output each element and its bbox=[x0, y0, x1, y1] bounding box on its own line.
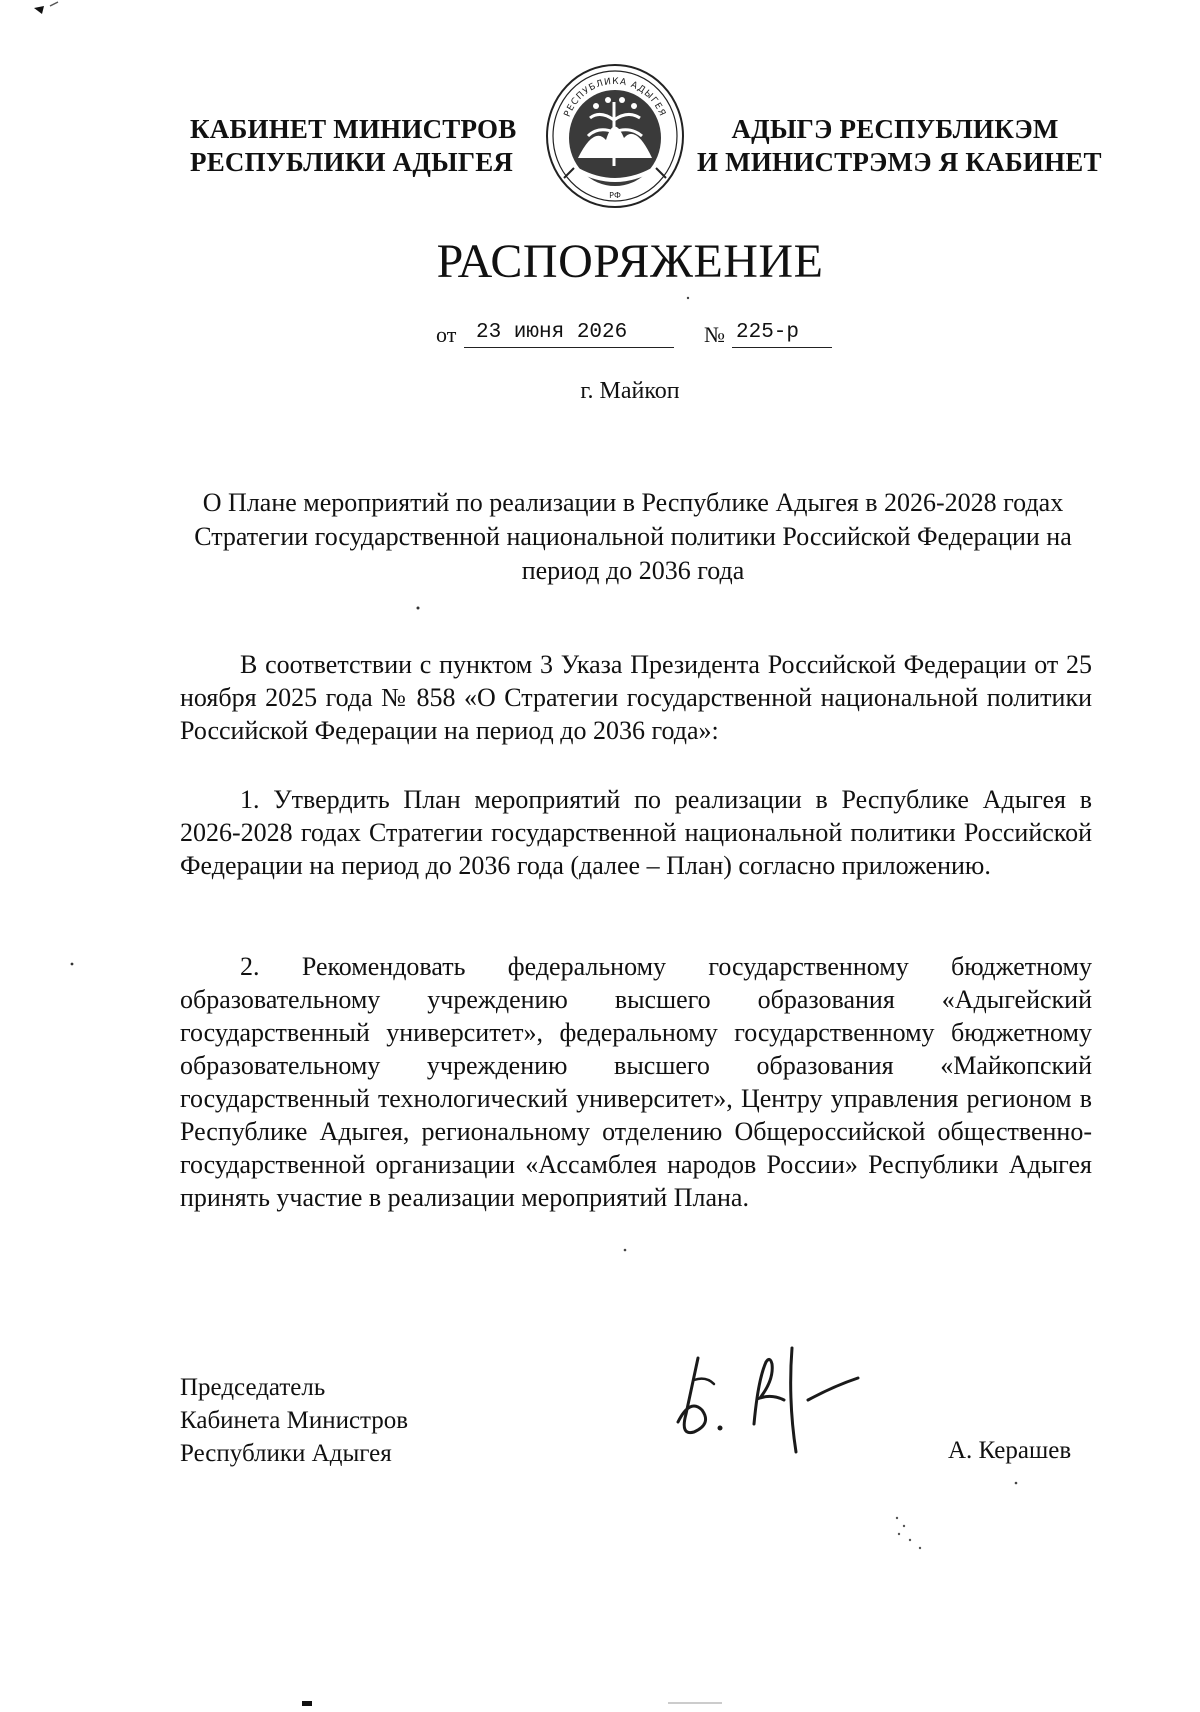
body-intro-paragraph: В соответствии с пунктом 3 Указа Президента Российской Федерации от 25 ноября 2025 года № 858 «О Стратегии государственной национальной политики Российской Федерации на период до 2036 года»: bbox=[180, 650, 1092, 745]
body-item-2: 2. Рекомендовать федеральному государственному бюджетному образовательному учреждению высшего образования «Адыгейский государственный университет», федеральному государственному бюджетному образовательному учреждению высшего образования «Майкопский государственный технологический университет», Центру управления регионом в Республике Адыгея, региональному отделению Общероссийской общественно-государственной организации «Ассамблея народов России» Республики Адыгея принять участие в реализации мероприятий Плана. bbox=[180, 952, 1092, 1212]
document-subject: О Плане мероприятий по реализации в Республике Адыгея в 2026-2028 годах Стратегии государственной национальной политики Российской Федерации на период до 2036 года bbox=[194, 488, 1072, 585]
signatory-title-line-2: Кабинета Министров bbox=[180, 1407, 409, 1434]
issuer-adyghe-line-1: АДЫГЭ РЕСПУБЛИКЭМ bbox=[731, 114, 1059, 144]
signatory-title-line-3: Республики Адыгея bbox=[180, 1440, 392, 1467]
emblem-motto-top: РЕСПУБЛИКА АДЫГЕЯ bbox=[562, 76, 668, 119]
document-type-heading: РАСПОРЯЖЕНИЕ bbox=[436, 235, 824, 288]
issuer-adyghe-line-2: И МИНИСТРЭМЭ Я КАБИНЕТ bbox=[697, 147, 1102, 177]
issuer-name-russian bbox=[190, 113, 517, 179]
number-prefix: № bbox=[704, 322, 725, 347]
issuer-name-adyghe bbox=[697, 113, 1102, 179]
body-item-1: 1. Утвердить План мероприятий по реализации в Республике Адыгея в 2026-2028 годах Стратегии государственной национальной политики Российской Федерации на период до 2036 года (далее – План) согласно приложению. bbox=[180, 785, 1092, 880]
document-date: 23 июня 2026 bbox=[464, 318, 674, 348]
emblem-motto-bottom: РФ bbox=[609, 191, 621, 200]
signatory-title-line-1: Председатель bbox=[180, 1374, 326, 1401]
coat-of-arms-emblem bbox=[544, 62, 686, 210]
issuer-line-2: РЕСПУБЛИКИ АДЫГЕЯ bbox=[190, 147, 514, 177]
handwritten-signature bbox=[672, 1340, 868, 1460]
document-city: г. Майкоп bbox=[580, 378, 680, 404]
signatory-title bbox=[180, 1371, 408, 1470]
issuer-line-1: КАБИНЕТ МИНИСТРОВ bbox=[190, 114, 517, 144]
signer-name: А. Керашев bbox=[948, 1437, 1072, 1464]
date-prefix: от bbox=[436, 322, 457, 347]
document-number: 225-р bbox=[732, 318, 832, 348]
